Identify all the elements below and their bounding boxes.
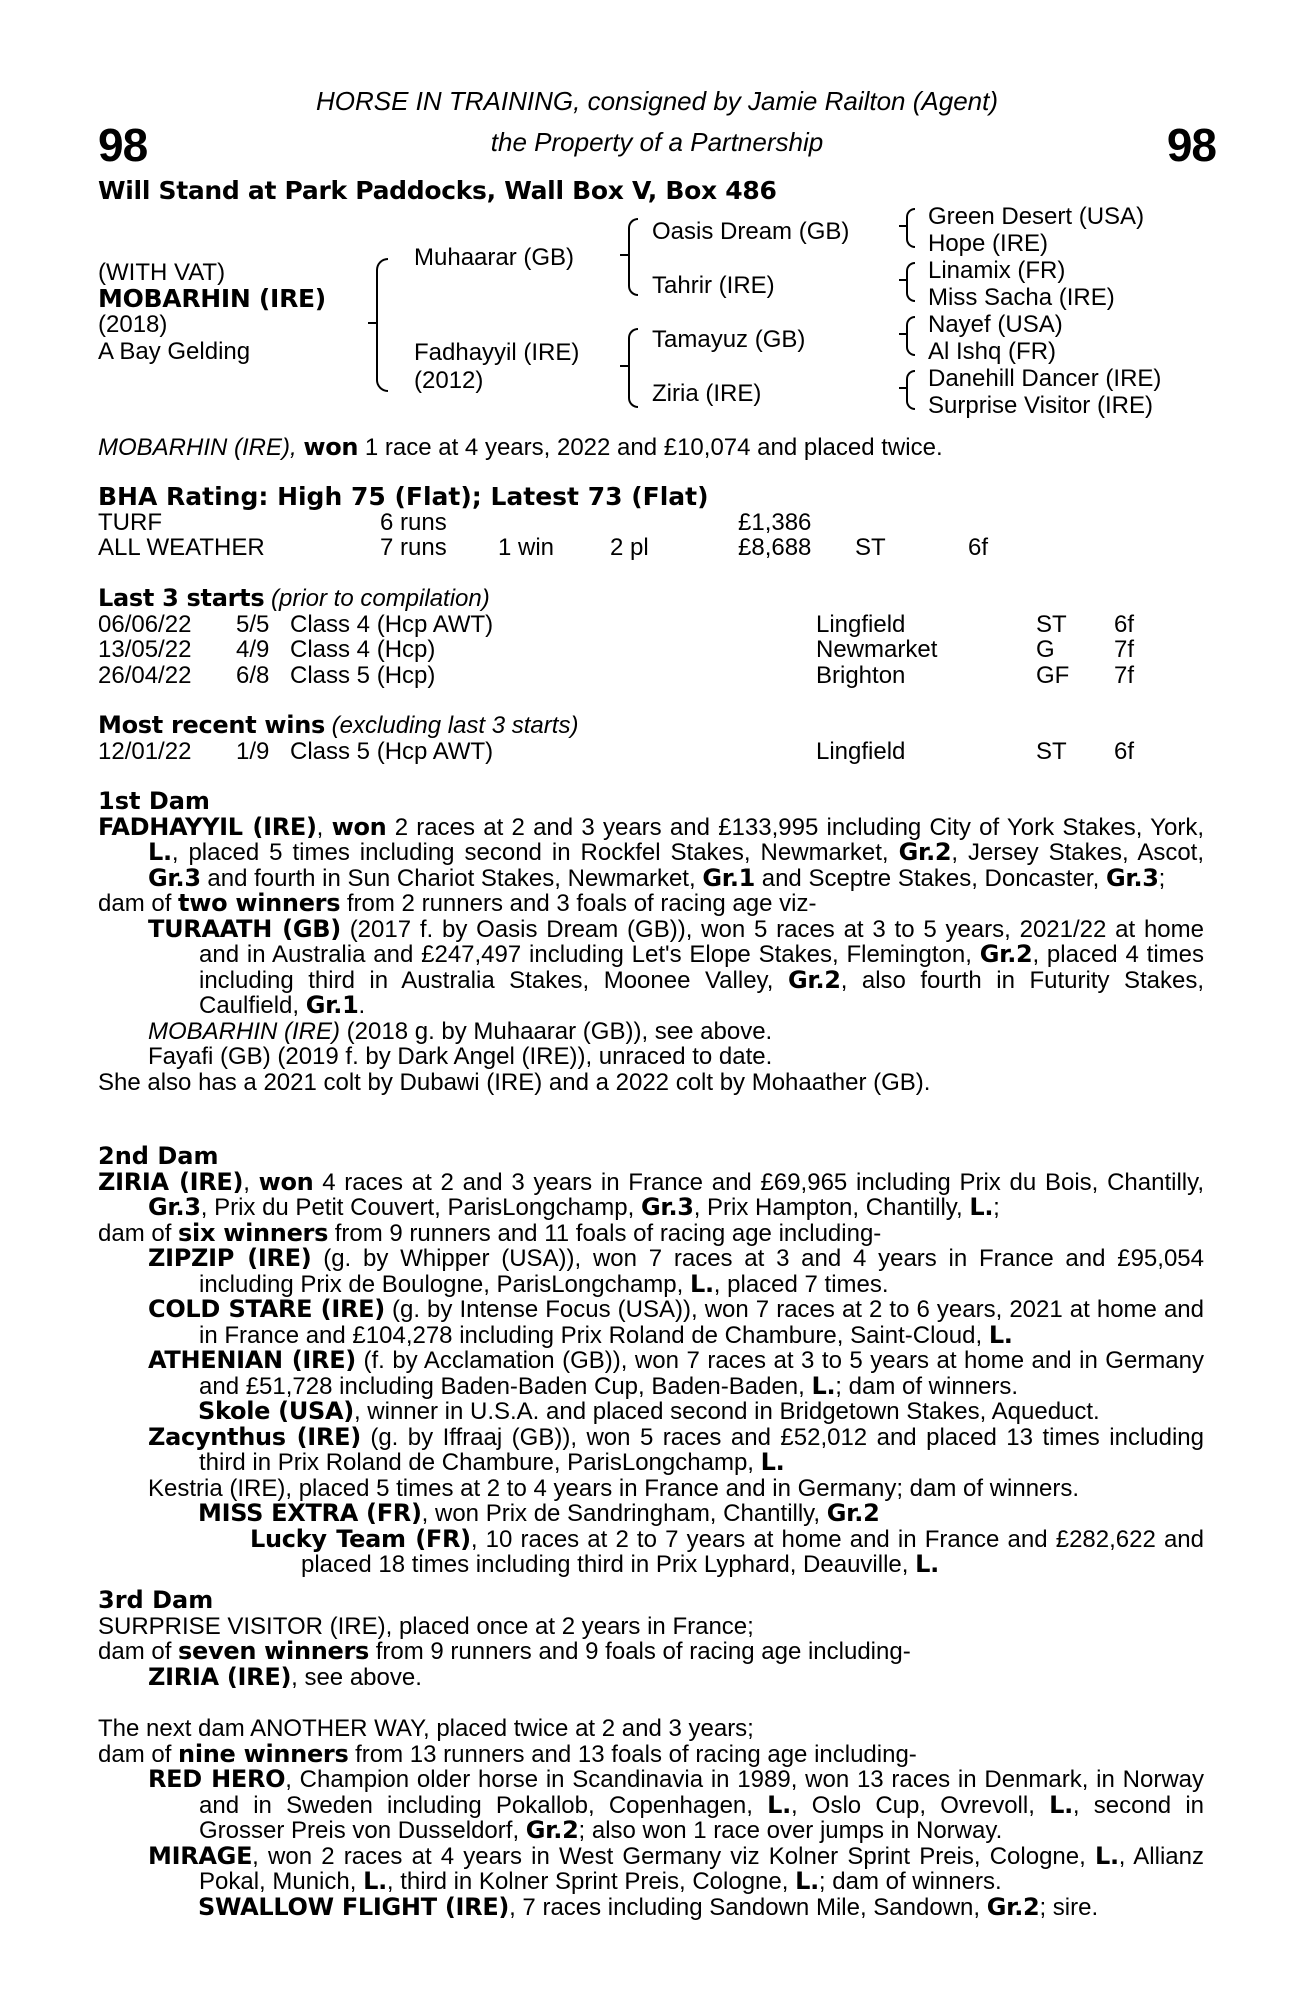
dam-sire: Tamayuz (GB) bbox=[652, 326, 806, 353]
brace-sire-line bbox=[628, 218, 638, 296]
second-dam-title: 2nd Dam bbox=[98, 1142, 219, 1170]
rating-row-turf: TURF 6 runs £1,386 bbox=[98, 508, 812, 536]
produce-turaath: TURAATH (GB) (2017 f. by Oasis Dream (GB)), won 5 races at 3 to 5 years, 2021/22 at home and in Australia and £247,497 including Let's Elope Stakes, Flemington, Gr.2, placed 4 times including third in Australia Stakes, Moonee Valley, Gr.2, also fourth in Futurity Stakes, Caulfield, Gr.1. bbox=[148, 914, 1205, 1019]
rating-section bbox=[98, 484, 1204, 561]
second-dam-section bbox=[98, 1144, 1204, 1578]
brace-parents bbox=[376, 258, 388, 392]
consignor-line: HORSE IN TRAINING, consigned by Jamie Railton (Agent) bbox=[315, 86, 999, 116]
ggs-2: Linamix (FR) bbox=[928, 257, 1066, 284]
lot-number-left: 98 bbox=[98, 119, 148, 171]
produce-kestria: Kestria (IRE), placed 5 times at 2 to 4 years in France and in Germany; dam of winners. bbox=[148, 1474, 1080, 1502]
recent-wins-section: Most recent wins (excluding last 3 starts) 12/01/22 1/9 Class 5 (Hcp AWT) Lingfield ST 6f bbox=[98, 713, 1204, 764]
horse-name: MOBARHIN (IRE) bbox=[98, 284, 326, 313]
first-dam-record: FADHAYYIL (IRE), won 2 races at 2 and 3 years and £133,995 including City of York Stakes, York, L., placed 5 times including second in Rockfel Stakes, Newmarket, Gr.2, Jersey Stakes, Ascot, Gr.3 and fourth in Sun Chariot Stakes, Newmarket, Gr.1 and Sceptre Stakes, Doncaster, Gr.3; bbox=[98, 812, 1205, 892]
produce-mirage: MIRAGE, won 2 races at 4 years in West Germany viz Kolner Sprint Preis, Cologne, L., Allianz Pokal, Munich, L., third in Kolner Sprint Preis, Cologne, L.; dam of winners. bbox=[148, 1841, 1204, 1895]
produce-skole: Skole (USA), winner in U.S.A. and placed second in Bridgetown Stakes, Aqueduct. bbox=[198, 1397, 1100, 1425]
first-dam-title: 1st Dam bbox=[98, 787, 210, 815]
produce-lucky-team: Lucky Team (FR), 10 races at 2 to 7 years at home and in France and £282,622 and placed 18 times including third in Prix Lyphard, Deauville, L. bbox=[250, 1524, 1205, 1578]
start-row: 06/06/22 5/5 Class 4 (Hcp AWT) Lingfield ST 6f bbox=[98, 610, 1135, 638]
lot-number-right: 98 bbox=[1166, 119, 1216, 171]
ggs-4: Danehill Dancer (IRE) bbox=[928, 365, 1162, 392]
produce-fayafi: Fayafi (GB) (2019 f. by Dark Angel (IRE)), unraced to date. bbox=[148, 1043, 773, 1070]
brace-dam-line bbox=[628, 328, 638, 408]
ggd-1: Hope (IRE) bbox=[928, 230, 1049, 257]
dam: Fadhayyil (IRE) bbox=[414, 339, 580, 366]
produce-miss-extra: MISS EXTRA (FR), won Prix de Sandringham, Chantilly, Gr.2 bbox=[198, 1499, 880, 1527]
second-dam-produce-summary: dam of six winners from 9 runners and 11 foals of racing age including- bbox=[98, 1218, 882, 1247]
third-dam-produce-summary: dam of seven winners from 9 runners and 9 foals of racing age including- bbox=[98, 1637, 911, 1665]
ggd-2: Miss Sacha (IRE) bbox=[928, 284, 1115, 311]
next-dam-section bbox=[98, 1716, 1204, 1920]
race-summary: MOBARHIN (IRE), won 1 race at 4 years, 2022 and £10,074 and placed twice. bbox=[98, 433, 943, 461]
last-starts-section: Last 3 starts (prior to compilation) 06/06/22 5/5 Class 4 (Hcp AWT) Lingfield ST 6f 13/05/22 4/9 Class 4 (Hcp) Newmarket G 7f 26/04/22 6/8 Class 5 (Hcp) Brighton GF 7f bbox=[98, 586, 1204, 688]
produce-athenian: ATHENIAN (IRE) (f. by Acclamation (GB)), won 7 races at 3 to 5 years at home and in Germany and £51,728 including Baden-Baden Cup, Baden-Baden, L.; dam of winners. bbox=[148, 1346, 1204, 1400]
ggd-3: Al Ishq (FR) bbox=[928, 338, 1057, 365]
second-dam-record: ZIRIA (IRE), won 4 races at 2 and 3 years in France and £69,965 including Prix du Bois, Chantilly, Gr.3, Prix du Petit Couvert, ParisLongchamp, Gr.3, Prix Hampton, Chantilly, L.; bbox=[98, 1167, 1204, 1221]
foaling-year: (2018) bbox=[98, 311, 168, 338]
start-row: 26/04/22 6/8 Class 5 (Hcp) Brighton GF 7f bbox=[98, 661, 1135, 689]
produce-zacynthus: Zacynthus (IRE) (g. by Iffraaj (GB)), won 5 races and £52,012 and placed 13 times including third in Prix Roland de Chambure, ParisLongchamp, L. bbox=[148, 1422, 1204, 1476]
produce-ziria: ZIRIA (IRE), see above. bbox=[148, 1662, 422, 1691]
first-dam-also: She also has a 2021 colt by Dubawi (IRE) and a 2022 colt by Mohaather (GB). bbox=[98, 1068, 931, 1096]
first-dam-produce-summary: dam of two winners from 2 runners and 3 foals of racing age viz- bbox=[98, 889, 817, 917]
third-dam-record: SURPRISE VISITOR (IRE), placed once at 2 years in France; bbox=[98, 1612, 754, 1640]
dam-year: (2012) bbox=[414, 367, 484, 394]
next-dam-record: The next dam ANOTHER WAY, placed twice at 2 and 3 years; bbox=[98, 1715, 754, 1742]
third-dam-section bbox=[98, 1588, 1204, 1690]
rating-title: BHA Rating: High 75 (Flat); Latest 73 (Flat) bbox=[98, 482, 709, 511]
produce-zipzip: ZIPZIP (IRE) (g. by Whipper (USA)), won 7 races at 3 and 4 years in France and £95,054 including Prix de Boulogne, ParisLongchamp, L., placed 7 times. bbox=[148, 1244, 1204, 1298]
rating-row-aw: ALL WEATHER 7 runs 1 win 2 pl £8,688 ST 6f bbox=[98, 534, 989, 561]
stand-location: Will Stand at Park Paddocks, Wall Box V, Box 486 bbox=[98, 176, 777, 205]
first-dam-section bbox=[98, 789, 1204, 1095]
ggs-3: Nayef (USA) bbox=[928, 311, 1063, 338]
next-dam-produce-summary: dam of nine winners from 13 runners and 13 foals of racing age including- bbox=[98, 1739, 917, 1768]
horse-description: A Bay Gelding bbox=[98, 338, 251, 365]
ggs-1: Green Desert (USA) bbox=[928, 203, 1145, 230]
produce-cold-stare: COLD STARE (IRE) (g. by Intense Focus (USA)), won 7 races at 2 to 6 years, 2021 at home and in France and £104,278 including Prix Roland de Chambure, Saint-Cloud, L. bbox=[148, 1295, 1204, 1349]
produce-red-hero: RED HERO, Champion older horse in Scandinavia in 1989, won 13 races in Denmark, in Norway and in Sweden including Pokallob, Copenhagen, L., Oslo Cup, Ovrevoll, L., second in Grosser Preis von Dusseldorf, Gr.2; also won 1 race over jumps in Norway. bbox=[148, 1765, 1205, 1844]
sire-sire: Oasis Dream (GB) bbox=[652, 218, 850, 245]
ggd-4: Surprise Visitor (IRE) bbox=[928, 392, 1153, 419]
start-row: 13/05/22 4/9 Class 4 (Hcp) Newmarket G 7f bbox=[98, 636, 1135, 663]
recent-wins-title: Most recent wins bbox=[98, 711, 325, 739]
last-starts-title: Last 3 starts bbox=[98, 584, 265, 612]
property-line: the Property of a Partnership bbox=[490, 127, 824, 157]
win-row: 12/01/22 1/9 Class 5 (Hcp AWT) Lingfield ST 6f bbox=[98, 737, 1135, 765]
third-dam-title: 3rd Dam bbox=[98, 1586, 214, 1614]
vat-note: (WITH VAT) bbox=[98, 259, 226, 286]
sire-dam: Tahrir (IRE) bbox=[652, 272, 775, 299]
dam-dam: Ziria (IRE) bbox=[652, 380, 762, 407]
produce-mobarhin: MOBARHIN (IRE) (2018 g. by Muhaarar (GB)), see above. bbox=[148, 1017, 773, 1045]
produce-swallow-flight: SWALLOW FLIGHT (IRE), 7 races including Sandown Mile, Sandown, Gr.2; sire. bbox=[198, 1892, 1099, 1921]
sire: Muhaarar (GB) bbox=[414, 244, 575, 271]
